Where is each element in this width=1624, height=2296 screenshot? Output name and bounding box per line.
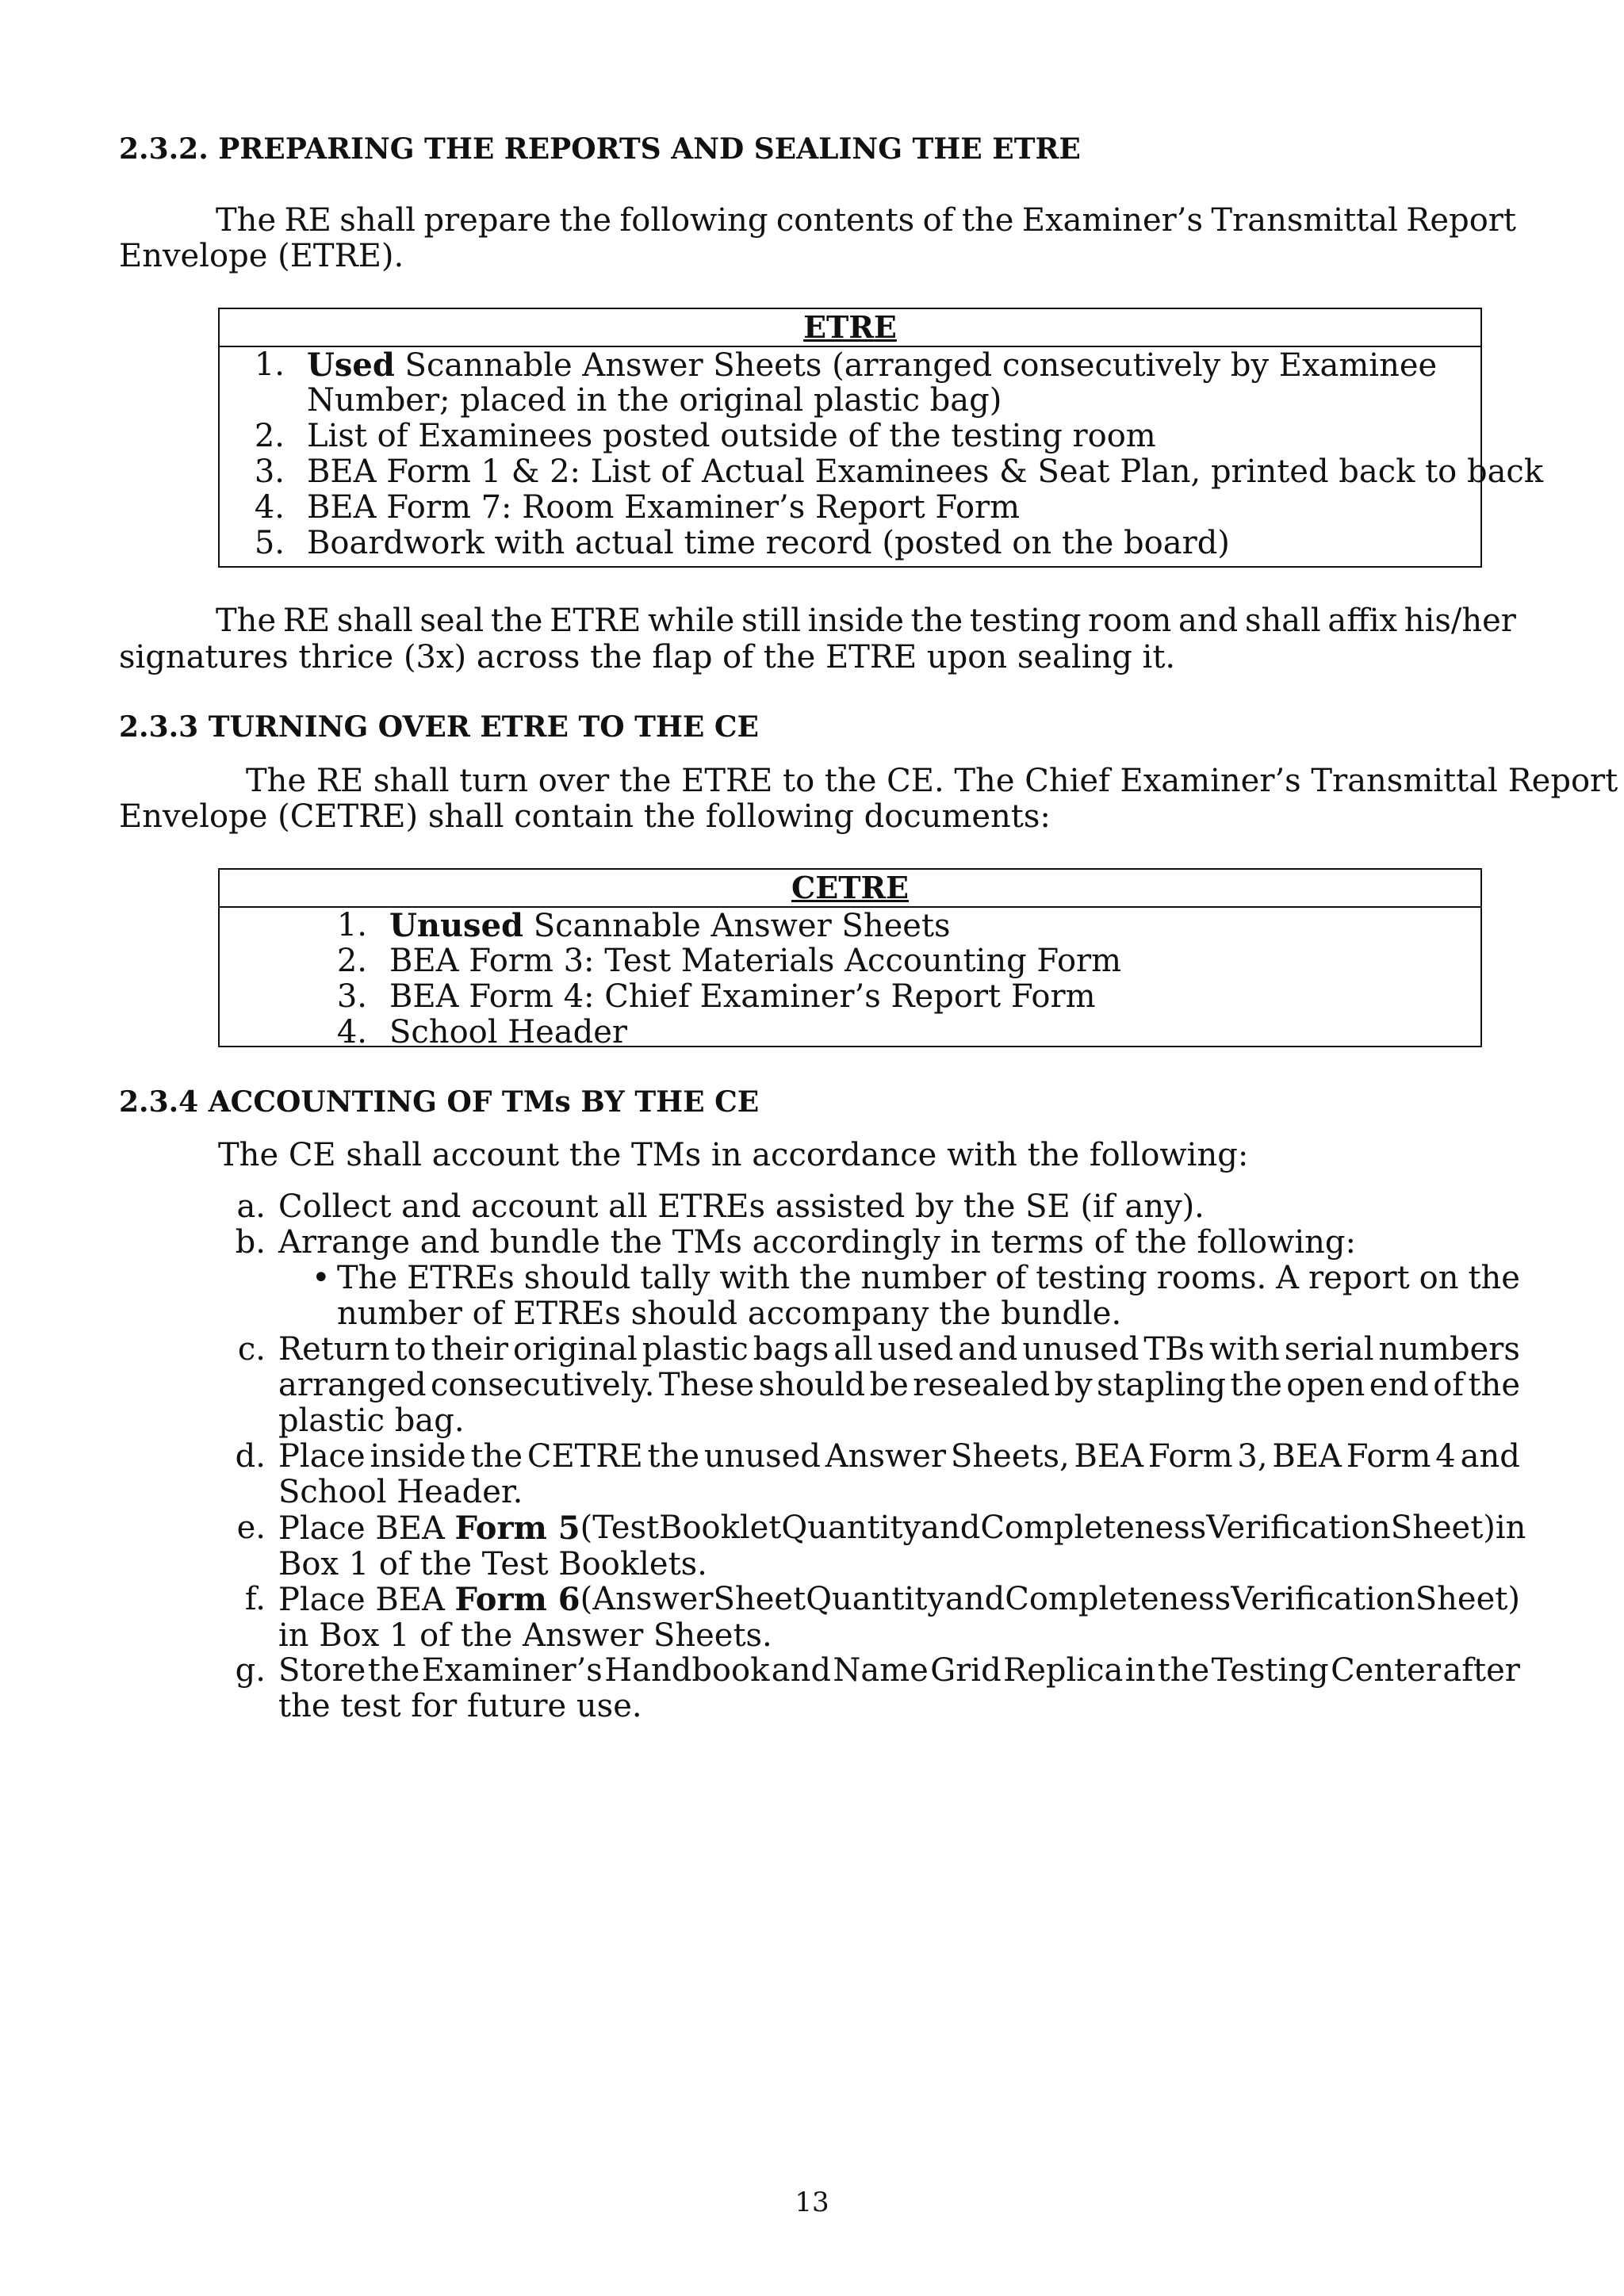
- word: of: [995, 1260, 1027, 1296]
- item-bold-text: Unused: [389, 907, 523, 944]
- word: with: [1208, 1331, 1280, 1368]
- list-item-e: [226, 1510, 1526, 1582]
- word: Examiner’s: [421, 1652, 603, 1689]
- word: shall: [336, 603, 413, 639]
- word: Return: [278, 1331, 390, 1368]
- word: shall: [1244, 603, 1321, 639]
- word: in: [1124, 1652, 1156, 1689]
- accounting-list: [226, 1189, 1526, 1744]
- word: numbers: [1378, 1331, 1520, 1368]
- word: Store: [278, 1652, 366, 1689]
- section-232-intro-line1: [216, 202, 1516, 239]
- word: the: [910, 603, 963, 639]
- item-number: 1.: [336, 907, 367, 943]
- justified-line: [216, 603, 1516, 639]
- word: plastic: [642, 1331, 749, 1368]
- item-number: 5.: [254, 525, 285, 561]
- word: (Test: [580, 1510, 660, 1546]
- box-list-item-continuation: [220, 383, 1480, 419]
- pre-text: Place BEA: [278, 1582, 455, 1618]
- item-number: 2.: [254, 418, 285, 454]
- word: Verification: [1231, 1581, 1415, 1617]
- word: and: [944, 1581, 1005, 1617]
- word: Sheet): [1390, 1510, 1496, 1546]
- word: and: [1178, 603, 1239, 639]
- etre-box: [218, 308, 1544, 568]
- box-list-item: [220, 979, 1480, 1015]
- word: on: [1419, 1260, 1459, 1296]
- word: the: [1468, 1367, 1520, 1403]
- word: the: [647, 1438, 700, 1475]
- word: all: [833, 1331, 873, 1368]
- word: should: [523, 1260, 631, 1296]
- box-list-item: [220, 908, 1480, 943]
- section-232-seal-line2: signatures thrice (3x) across the flap of the ETRE upon sealing it.: [119, 639, 1176, 675]
- word: and: [771, 1652, 831, 1689]
- word: testing: [1036, 1260, 1147, 1296]
- word: A: [1276, 1260, 1300, 1296]
- word: their: [431, 1331, 508, 1368]
- justified-line: [216, 202, 1516, 239]
- word: with: [719, 1260, 791, 1296]
- list-letter: b.: [235, 1224, 266, 1261]
- word: Form: [1346, 1438, 1431, 1475]
- word: still: [741, 603, 802, 639]
- word: inside: [370, 1438, 466, 1475]
- item-number: 4.: [336, 1014, 367, 1050]
- item-rest-text: BEA Form 4: Chief Examiner’s Report Form: [389, 978, 1096, 1015]
- justified-line: [278, 1368, 1520, 1403]
- item-number: 2.: [336, 943, 367, 979]
- section-234-intro: The CE shall account the TMs in accordance with the following:: [218, 1137, 1249, 1173]
- word: The: [216, 603, 277, 639]
- word: Grid: [930, 1652, 1002, 1689]
- word: ETRE: [550, 603, 642, 639]
- item-text: [307, 454, 1543, 490]
- word: CETRE: [527, 1438, 643, 1475]
- word: shall: [339, 202, 416, 239]
- justified-line: [278, 1653, 1520, 1689]
- word: inside: [807, 603, 904, 639]
- section-232-heading: 2.3.2. PREPARING THE REPORTS AND SEALING THE ETRE: [119, 132, 1081, 166]
- box-list-item: [220, 490, 1480, 526]
- word: the: [1230, 1367, 1282, 1403]
- word: and: [921, 1510, 981, 1546]
- section-233-line1: The RE shall turn over the ETRE to the CE. The Chief Examiner’s Transmittal Report: [246, 763, 1618, 799]
- word: testing: [969, 603, 1082, 639]
- word: BEA: [1074, 1438, 1144, 1475]
- item-bold-text: Used: [307, 346, 395, 384]
- list-item-a: [226, 1189, 1526, 1225]
- list-item-g: [226, 1653, 1526, 1724]
- word: Quantity: [806, 1581, 945, 1617]
- list-item-d: [226, 1439, 1526, 1510]
- word: Transmittal: [1211, 202, 1398, 239]
- word: Report: [1406, 202, 1516, 239]
- word: Verification: [1206, 1510, 1391, 1546]
- lead-text: [278, 1582, 580, 1618]
- item-rest-text: School Header: [389, 1014, 628, 1050]
- word: to: [394, 1331, 427, 1368]
- word: Handbook: [604, 1652, 770, 1689]
- word: of: [922, 202, 954, 239]
- word: the: [1468, 1260, 1520, 1296]
- item-rest-text: Scannable Answer Sheets (arranged consecutively by Examinee: [394, 347, 1438, 384]
- list-letter: c.: [237, 1331, 266, 1368]
- word: in: [1495, 1510, 1526, 1546]
- list-item-b-bullet: [226, 1261, 1526, 1332]
- word: open: [1286, 1367, 1365, 1403]
- word: room: [1088, 603, 1172, 639]
- word: the: [799, 1260, 852, 1296]
- item-continuation-text: Number; placed in the original plastic bag): [307, 382, 1002, 419]
- word: 4: [1435, 1438, 1456, 1475]
- list-letter: a.: [236, 1188, 266, 1225]
- word: resealed: [913, 1367, 1051, 1403]
- word: stapling: [1097, 1367, 1227, 1403]
- d-line2: School Header.: [278, 1474, 523, 1510]
- page-number: 13: [795, 2187, 829, 2218]
- word: arranged: [278, 1367, 427, 1403]
- word: and: [958, 1331, 1018, 1368]
- word: be: [869, 1367, 909, 1403]
- justified-line: [278, 1439, 1520, 1475]
- section-234-heading: 2.3.4 ACCOUNTING OF TMs BY THE CE: [119, 1085, 760, 1119]
- word: Center: [1331, 1652, 1441, 1689]
- item-rest-text: Boardwork with actual time record (posted on the board): [307, 525, 1230, 561]
- item-rest-text: BEA Form 3: Test Materials Accounting Form: [389, 943, 1122, 979]
- word: Testing: [1211, 1652, 1329, 1689]
- box-list-item: [220, 943, 1480, 979]
- word: the: [961, 202, 1014, 239]
- section-232-intro-line2: Envelope (ETRE).: [119, 238, 404, 274]
- word: the: [559, 202, 612, 239]
- justified-line: [278, 1510, 1526, 1547]
- justified-line: [278, 1332, 1520, 1368]
- word: used: [877, 1331, 954, 1368]
- box-list-item: [220, 1015, 1480, 1050]
- word: of: [1433, 1367, 1465, 1403]
- item-text: [389, 908, 951, 944]
- list-text: [278, 1332, 1520, 1439]
- bold-text: Form 5: [454, 1510, 580, 1547]
- word: The: [216, 202, 277, 239]
- item-text: [307, 526, 1230, 561]
- item-number: 1.: [254, 346, 285, 383]
- word: 3,: [1237, 1438, 1268, 1475]
- word: end: [1369, 1367, 1429, 1403]
- item-rest-text: BEA Form 1 & 2: List of Actual Examinees & Seat Plan, printed back to back: [307, 453, 1544, 490]
- word: Sheet: [713, 1581, 806, 1617]
- box-list-item: [220, 526, 1480, 561]
- word: (Answer: [580, 1581, 714, 1617]
- item-text: [389, 1015, 627, 1050]
- box-list-item: [220, 419, 1480, 454]
- cetre-list: [220, 908, 1480, 1050]
- section-233-line2: Envelope (CETRE) shall contain the following documents:: [119, 798, 1051, 835]
- word: the: [1157, 1652, 1210, 1689]
- g-line2: the test for future use.: [278, 1688, 642, 1724]
- list-item-c: [226, 1332, 1526, 1439]
- word: Sheet): [1415, 1581, 1520, 1617]
- justified-line: [337, 1261, 1520, 1296]
- word: by: [1054, 1367, 1093, 1403]
- list-item-b: [226, 1225, 1526, 1261]
- list-text: [278, 1439, 1520, 1510]
- word: serial: [1284, 1331, 1374, 1368]
- word: contents: [776, 202, 915, 239]
- lead-text: [278, 1510, 580, 1547]
- word: tally: [640, 1260, 710, 1296]
- word: following: [619, 202, 768, 239]
- word: Replica: [1003, 1652, 1124, 1689]
- item-text: [307, 419, 1156, 454]
- list-text: Collect and account all ETREs assisted by the SE (if any).: [278, 1188, 1205, 1225]
- list-item-f: [226, 1582, 1526, 1653]
- c-line3: plastic bag.: [278, 1402, 465, 1439]
- item-rest-text: Scannable Answer Sheets: [523, 908, 951, 944]
- pre-text: Place BEA: [278, 1510, 455, 1547]
- word: Answer: [825, 1438, 947, 1475]
- box-list-item: [220, 453, 1544, 490]
- item-number: 4.: [254, 489, 285, 526]
- word: unused: [703, 1438, 821, 1475]
- word: seal: [419, 603, 485, 639]
- etre-box-title: ETRE: [220, 309, 1480, 347]
- justified-line: [278, 1582, 1520, 1618]
- item-text: [307, 347, 1437, 384]
- word: RE: [282, 603, 331, 639]
- word: and: [1460, 1438, 1520, 1475]
- list-letter: d.: [235, 1438, 266, 1475]
- word: number: [860, 1260, 986, 1296]
- bullet-icon: •: [312, 1260, 331, 1296]
- word: The: [337, 1260, 398, 1296]
- etre-list: [220, 346, 1544, 561]
- word: RE: [284, 202, 331, 239]
- list-letter: e.: [236, 1510, 266, 1546]
- word: Completeness: [1005, 1581, 1231, 1617]
- word: Examiner’s: [1021, 202, 1203, 239]
- word: rooms.: [1156, 1260, 1267, 1296]
- list-text: [278, 1582, 1520, 1654]
- word: Place: [278, 1438, 366, 1475]
- word: TBs: [1143, 1331, 1205, 1368]
- word: the: [470, 1438, 523, 1475]
- word: BEA: [1272, 1438, 1342, 1475]
- item-rest-text: List of Examinees posted outside of the testing room: [307, 418, 1156, 454]
- item-text: [389, 979, 1096, 1015]
- word: ETREs: [407, 1260, 515, 1296]
- list-text: [278, 1653, 1520, 1724]
- list-text: Arrange and bundle the TMs accordingly in terms of the following:: [278, 1224, 1356, 1261]
- word: original: [512, 1331, 638, 1368]
- bullet-line2: number of ETREs should accompany the bundle.: [337, 1295, 1122, 1332]
- list-letter: f.: [244, 1581, 266, 1617]
- word: Name: [833, 1652, 929, 1689]
- word: after: [1442, 1652, 1520, 1689]
- word: Booklet: [659, 1510, 782, 1546]
- section-233-heading: 2.3.3 TURNING OVER ETRE TO THE CE: [119, 710, 759, 744]
- f-line2: in Box 1 of the Answer Sheets.: [278, 1617, 772, 1654]
- cetre-box: [218, 868, 1482, 1050]
- word: Completeness: [980, 1510, 1207, 1546]
- section-232-seal-line1: [216, 603, 1516, 639]
- word: Quantity: [781, 1510, 921, 1546]
- word: the: [490, 603, 543, 639]
- word: These: [658, 1367, 755, 1403]
- word: the: [367, 1652, 420, 1689]
- item-rest-text: BEA Form 7: Room Examiner’s Report Form: [307, 489, 1021, 526]
- cetre-box-title: CETRE: [220, 870, 1480, 908]
- word: affix: [1327, 603, 1398, 639]
- word: prepare: [423, 202, 552, 239]
- word: Form: [1147, 1438, 1233, 1475]
- e-line2: Box 1 of the Test Booklets.: [278, 1546, 707, 1582]
- list-text: [278, 1510, 1526, 1582]
- item-number: 3.: [254, 453, 285, 490]
- box-list-item: [220, 347, 1480, 383]
- bold-text: Form 6: [454, 1581, 580, 1618]
- word: bags: [753, 1331, 829, 1368]
- word: should: [758, 1367, 866, 1403]
- word: while: [648, 603, 735, 639]
- list-letter: g.: [235, 1652, 266, 1689]
- item-number: 3.: [336, 978, 367, 1015]
- word: Sheets,: [950, 1438, 1070, 1475]
- item-text: [307, 490, 1020, 526]
- word: report: [1308, 1260, 1410, 1296]
- word: unused: [1022, 1331, 1139, 1368]
- bullet-text: [337, 1261, 1520, 1332]
- word: his/her: [1404, 603, 1516, 639]
- item-text: [389, 943, 1121, 979]
- word: consecutively.: [430, 1367, 655, 1403]
